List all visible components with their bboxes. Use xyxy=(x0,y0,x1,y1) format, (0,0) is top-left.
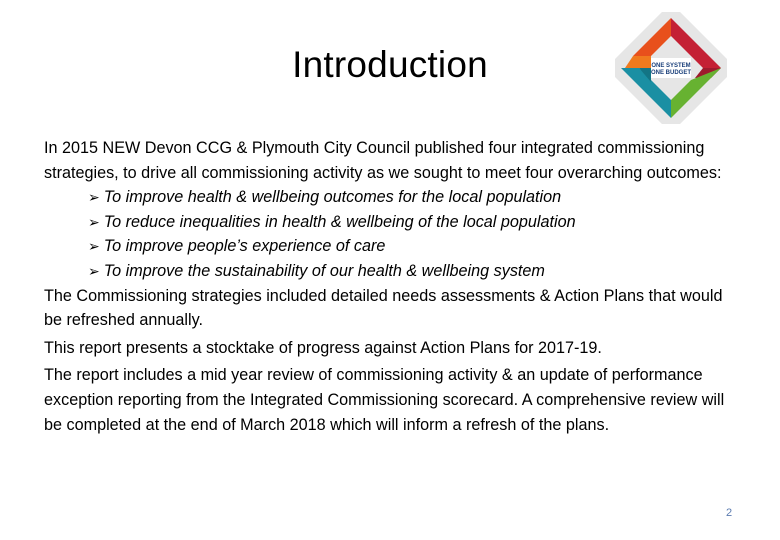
slide-title: Introduction xyxy=(292,44,488,85)
logo-text-line-2: ONE BUDGET xyxy=(650,70,692,76)
outcome-bullet xyxy=(44,210,734,235)
stocktake-paragraph: This report presents a stocktake of progress against Action Plans for 2017-19. xyxy=(44,338,602,357)
review-paragraph: The report includes a mid year review of commissioning activity & an update of performance exception reporting from the Integrated Commissioning scorecard. A comprehensive review will be completed at the end of March 2018 which will inform a refresh of the plans. xyxy=(44,366,725,434)
slide-body xyxy=(44,136,734,437)
arrow-bullet-icon: ➢ xyxy=(88,213,100,230)
one-system-one-budget-logo xyxy=(615,12,727,124)
page-number: 2 xyxy=(726,507,733,519)
outcome-bullet xyxy=(44,185,734,210)
arrow-bullet-icon: ➢ xyxy=(88,238,100,255)
outcome-text: To improve people’s experience of care xyxy=(103,237,386,256)
arrow-bullet-icon: ➢ xyxy=(88,189,100,206)
intro-paragraph: In 2015 NEW Devon CCG & Plymouth City Council published four integrated commissioning strategies, to drive all commissioning activity as we sought to meet four overarching outcomes: xyxy=(44,139,722,182)
outcome-text: To improve health & wellbeing outcomes for the local population xyxy=(103,188,562,207)
outcome-bullet xyxy=(44,234,734,259)
logo-text-line-1: ONE SYSTEM xyxy=(651,63,691,69)
strategies-paragraph: The Commissioning strategies included detailed needs assessments & Action Plans that would be refreshed annually. xyxy=(44,286,723,330)
outcome-text: To reduce inequalities in health & wellbeing of the local population xyxy=(103,212,576,231)
arrow-bullet-icon: ➢ xyxy=(88,262,100,279)
outcome-bullet xyxy=(44,259,734,284)
outcome-text: To improve the sustainability of our health & wellbeing system xyxy=(103,261,545,280)
